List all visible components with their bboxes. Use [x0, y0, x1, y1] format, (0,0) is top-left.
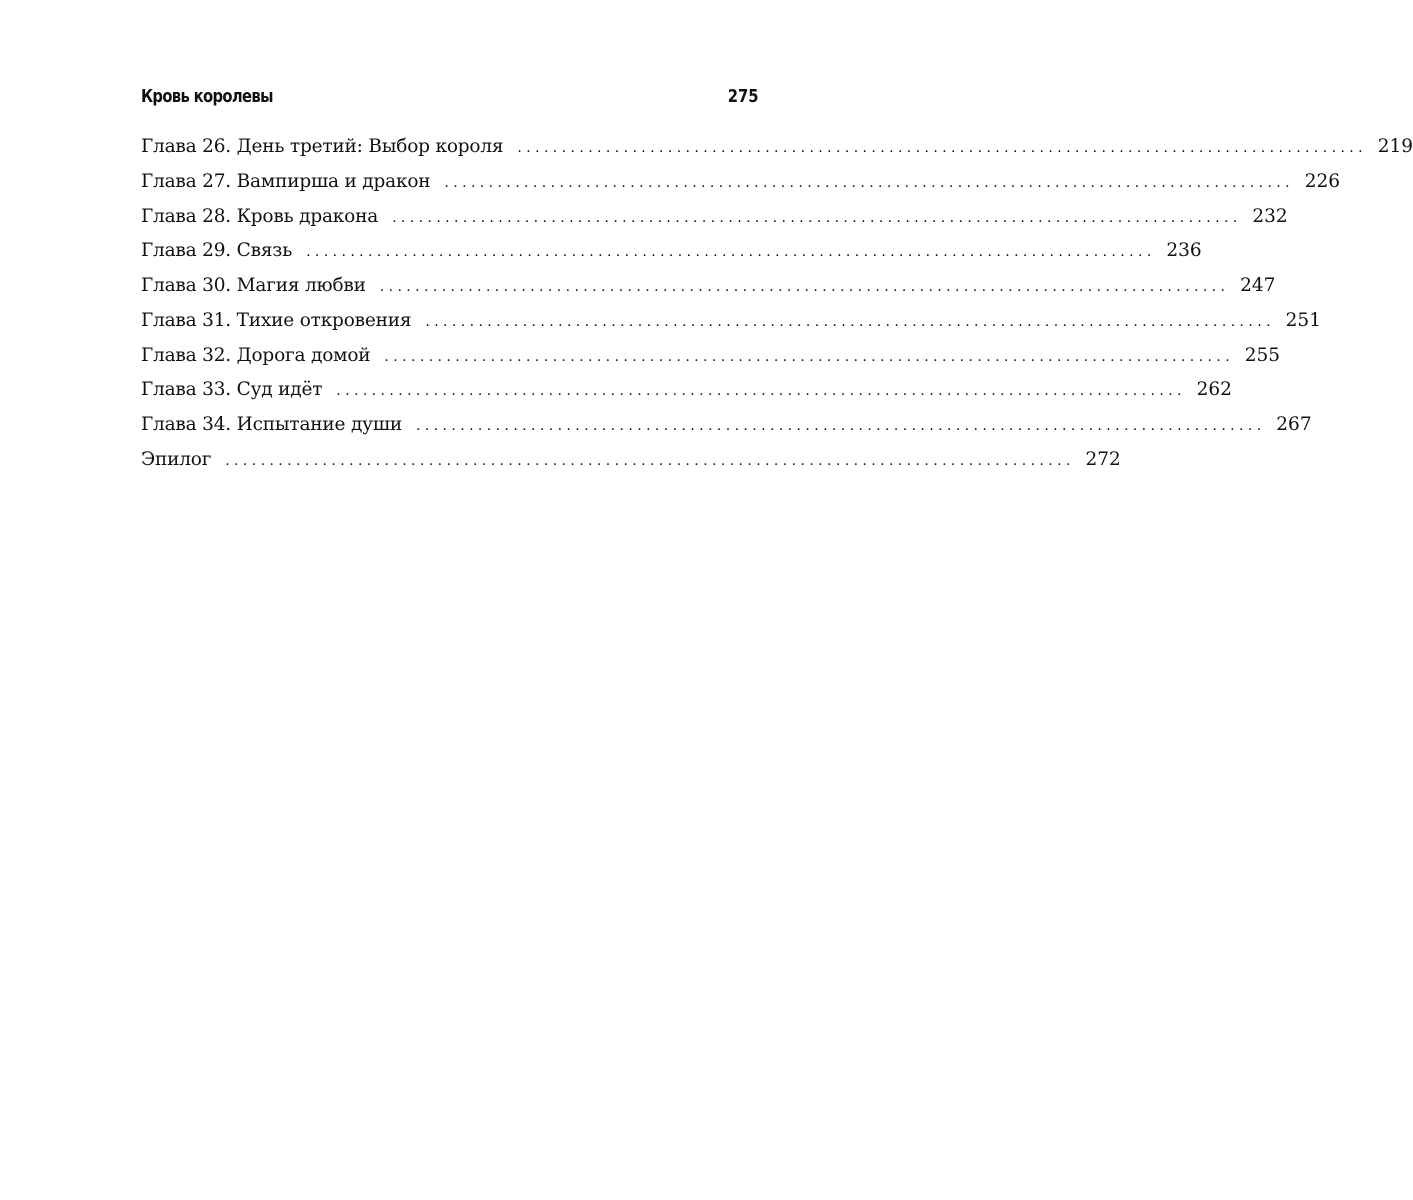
toc-entry-chapter-30 — [141, 269, 1276, 304]
dot-leader: ................................................................................................ — [225, 452, 1075, 469]
toc-entry-page: 232 — [1252, 205, 1288, 227]
toc-entry-chapter-34 — [141, 408, 1312, 443]
toc-entry-title: Глава 30. Магия любви — [141, 275, 366, 296]
toc-entry-chapter-28 — [141, 200, 1288, 235]
toc-entry-title: Глава 29. Связь — [141, 240, 293, 262]
toc-entry-chapter-31 — [141, 304, 1321, 339]
dot-leader: ................................................................................................ — [336, 383, 1186, 400]
dot-leader: ................................................................................................ — [444, 174, 1295, 191]
dot-leader: ................................................................................................ — [425, 313, 1275, 330]
toc-entry-page: 219 — [1377, 136, 1413, 157]
toc-entry-page: 255 — [1244, 344, 1281, 366]
toc-entry-page: 272 — [1085, 448, 1121, 470]
toc-entry-chapter-26 — [141, 130, 1413, 165]
toc-entry-title: Глава 31. Тихие откровения — [141, 309, 412, 331]
toc-entry-chapter-27 — [141, 165, 1341, 200]
toc-entry-title: Эпилог — [141, 448, 212, 470]
toc-entry-page: 267 — [1276, 414, 1312, 435]
toc-entry-title: Глава 34. Испытание души — [141, 414, 402, 435]
toc-entry-title: Глава 27. Вампирша и дракон — [141, 170, 431, 192]
toc-entry-title: Глава 26. День третий: Выбор короля — [141, 136, 504, 157]
toc-entry-title: Глава 32. Дорога домой — [141, 344, 371, 366]
toc-entry-page: 247 — [1240, 275, 1276, 296]
toc-entry-epilogue — [141, 443, 1121, 478]
dot-leader: ................................................................................................ — [384, 348, 1235, 365]
running-head — [141, 82, 759, 112]
dot-leader: ................................................................................................ — [415, 418, 1266, 434]
toc-entry-page: 262 — [1196, 379, 1232, 401]
toc-entry-chapter-33 — [141, 373, 1232, 408]
toc-entry-title: Глава 33. Суд идёт — [141, 379, 323, 401]
dot-leader: ................................................................................................ — [392, 209, 1242, 226]
toc-entry-chapter-29 — [141, 234, 1202, 269]
book-title: Кровь королевы — [141, 86, 273, 107]
table-of-contents — [141, 130, 1413, 478]
toc-entry-title: Глава 28. Кровь дракона — [141, 205, 379, 227]
toc-entry-chapter-32 — [141, 339, 1281, 374]
toc-entry-page: 226 — [1304, 170, 1341, 192]
dot-leader: ................................................................................................ — [517, 140, 1368, 156]
toc-entry-page: 236 — [1166, 240, 1202, 262]
toc-entry-page: 251 — [1285, 309, 1321, 331]
dot-leader: ................................................................................................ — [306, 244, 1156, 261]
dot-leader: ................................................................................................ — [379, 279, 1230, 295]
page-number: 275 — [728, 86, 759, 107]
